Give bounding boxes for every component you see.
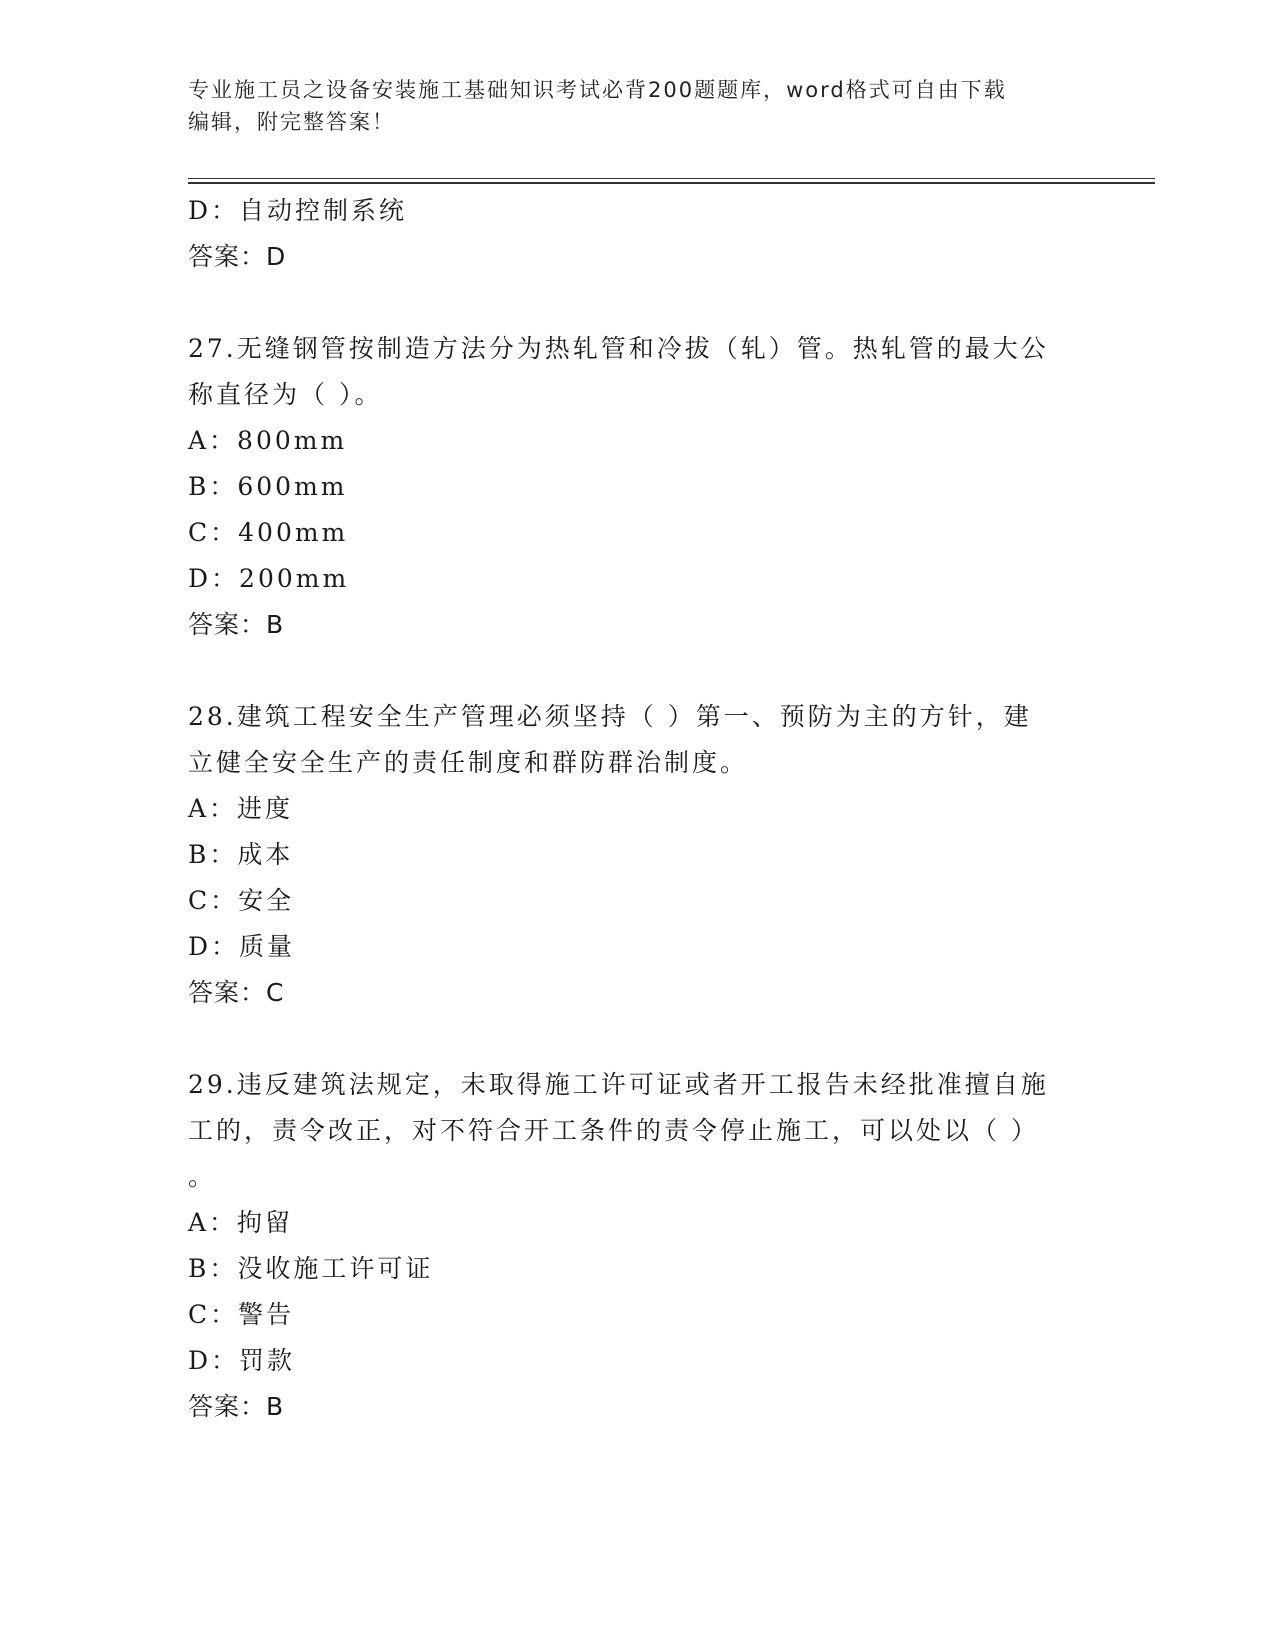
- question-stem-line: 27.无缝钢管按制造方法分为热轧管和冷拔（轧）管。热轧管的最大公: [188, 334, 1049, 363]
- prev-question-tail: [188, 188, 1088, 280]
- option-d: D：200mm: [188, 564, 350, 593]
- question-stem-line: 称直径为（ ）。: [188, 380, 383, 409]
- spacer: [188, 648, 1088, 694]
- option-d: D：自动控制系统: [188, 196, 408, 225]
- question-stem-line: 。: [188, 1162, 217, 1191]
- answer-line: 答案：B: [188, 610, 285, 639]
- header-divider-top: [188, 178, 1155, 179]
- question-28: [188, 694, 1088, 1016]
- answer-line: 答案：D: [188, 242, 287, 271]
- option-b: B：没收施工许可证: [188, 1254, 434, 1283]
- spacer: [188, 280, 1088, 326]
- header-title-line-1: 专业施工员之设备安装施工基础知识考试必背200题题库，word格式可自由下载: [188, 78, 1007, 102]
- option-c: C：安全: [188, 886, 295, 915]
- spacer: [188, 1016, 1088, 1062]
- question-stem-line: 工的，责令改正，对不符合开工条件的责令停止施工，可以处以（ ）: [188, 1116, 1039, 1145]
- option-c: C：400mm: [188, 518, 349, 547]
- option-d: D：罚款: [188, 1346, 296, 1375]
- question-29: [188, 1062, 1088, 1430]
- question-stem-line: 28.建筑工程安全生产管理必须坚持（ ）第一、预防为主的方针，建: [188, 702, 1032, 731]
- header-divider-bottom: [188, 182, 1155, 184]
- question-stem-line: 立健全安全生产的责任制度和群防群治制度。: [188, 748, 749, 777]
- question-stem-line: 29.违反建筑法规定，未取得施工许可证或者开工报告未经批准擅自施: [188, 1070, 1049, 1099]
- option-b: B：600mm: [188, 472, 348, 501]
- answer-line: 答案：B: [188, 1392, 285, 1421]
- document-body: [188, 188, 1088, 1430]
- option-b: B：成本: [188, 840, 294, 869]
- header-title-line-2: 编辑，附完整答案！: [188, 110, 395, 134]
- option-a: A：拘留: [188, 1208, 294, 1237]
- option-d: D：质量: [188, 932, 296, 961]
- option-a: A：进度: [188, 794, 294, 823]
- answer-line: 答案：C: [188, 978, 285, 1007]
- option-a: A：800mm: [188, 426, 348, 455]
- option-c: C：警告: [188, 1300, 295, 1329]
- question-27: [188, 326, 1088, 648]
- document-header: [188, 74, 1088, 138]
